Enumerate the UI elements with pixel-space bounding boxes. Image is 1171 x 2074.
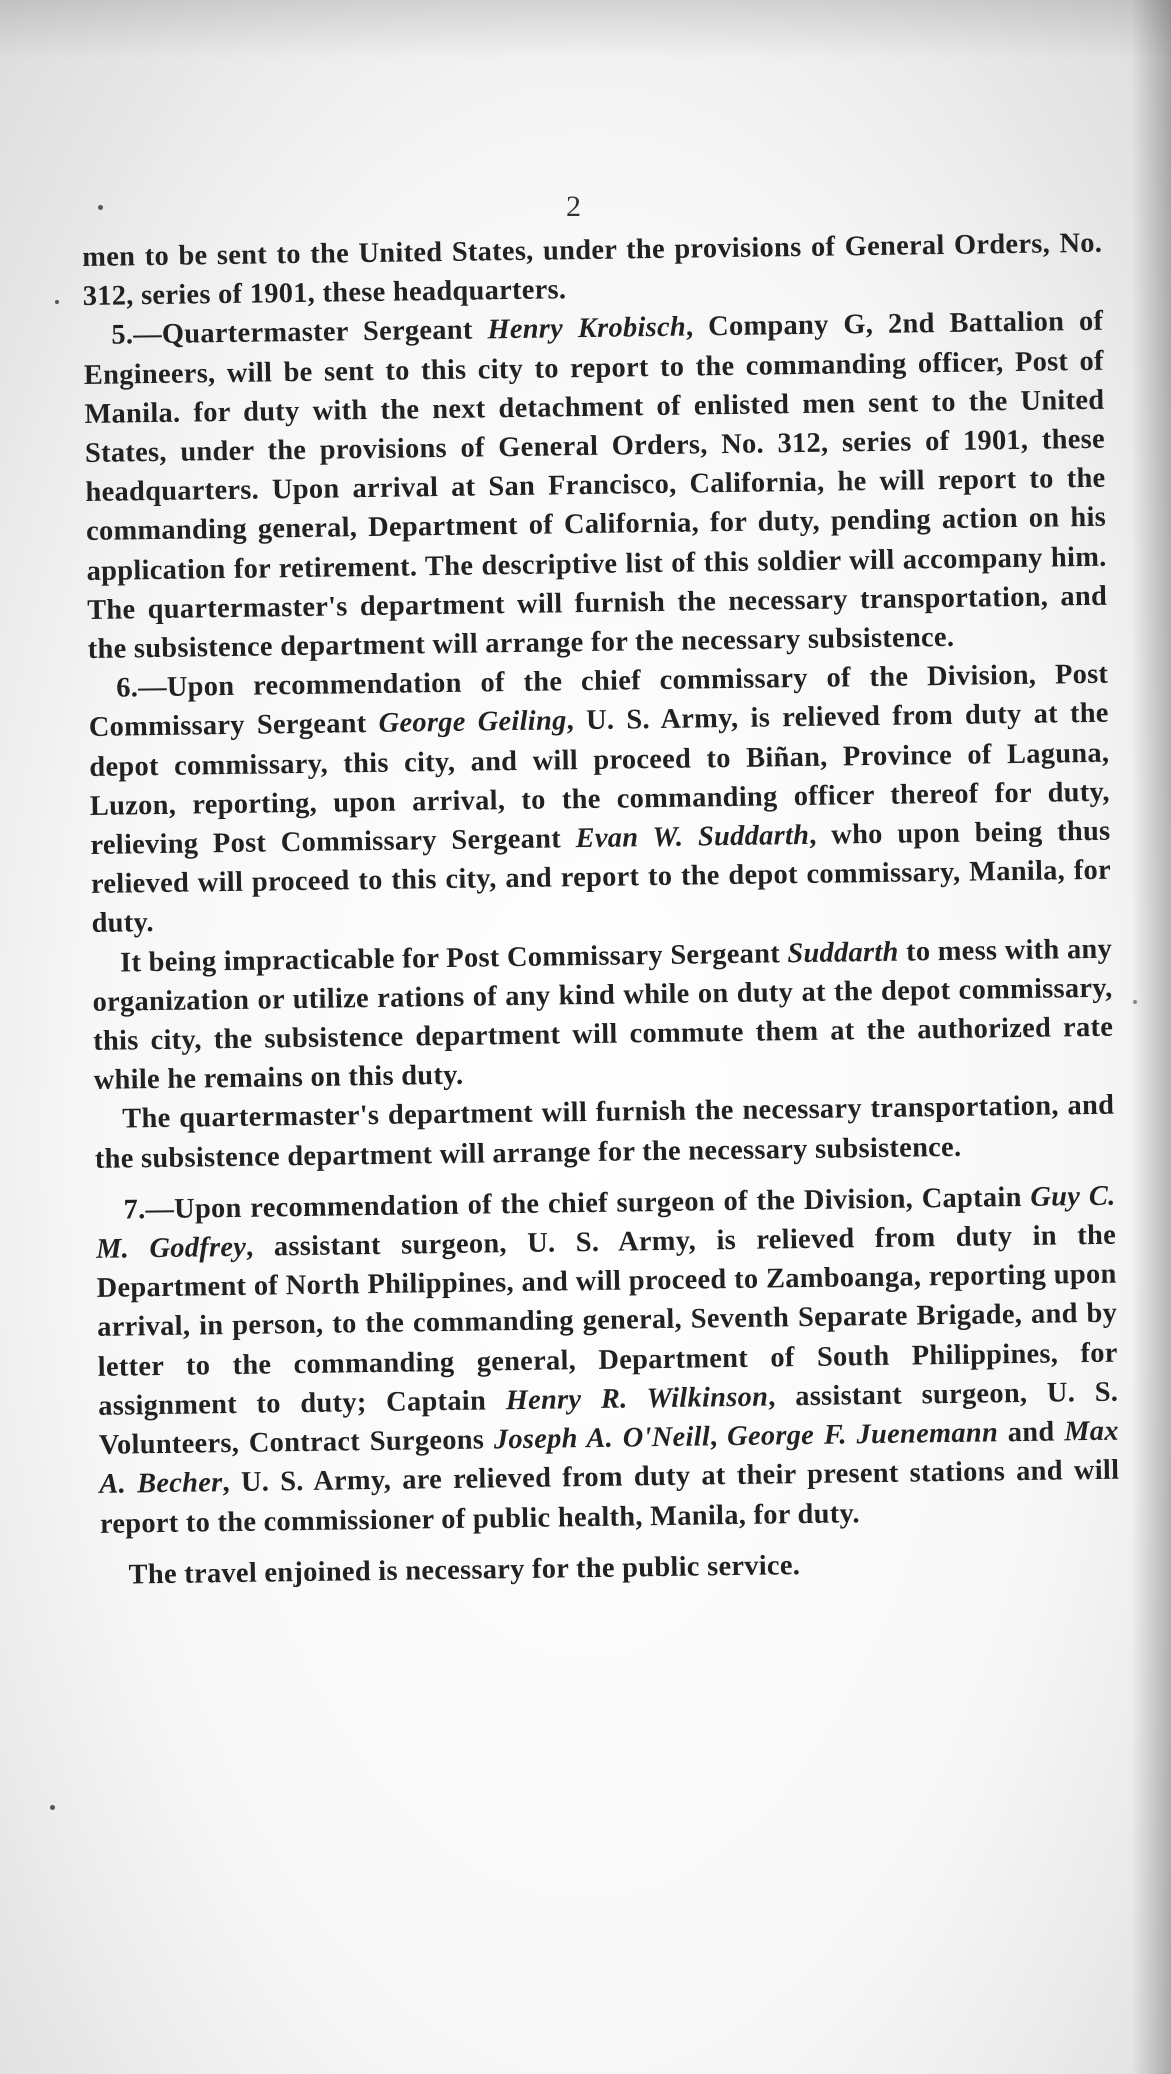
paragraph-item-6 <box>88 655 1112 944</box>
text-run: , U. S. Army, are relieved from duty at their present stations and will report to the commissioner of public health, Manila, for duty. <box>99 1454 1120 1540</box>
text-run: 6.—Upon recommendation of the chief commissary of the Division, Post Commissary Sergeant <box>88 658 1109 744</box>
text-run: It being impracticable for Post Commissary Sergeant <box>119 937 788 979</box>
text-run: , who upon being thus relieved will proceed to this city, and report to the depot commissary, Manila, for duty. <box>90 815 1112 940</box>
ink-speck <box>1133 1000 1137 1004</box>
document-body <box>82 224 1121 1595</box>
text-run: , <box>709 1421 728 1453</box>
text-run: men to be sent to the United States, under the provisions of General Orders, No. 312, series of 1901, these headquarters. <box>82 227 1103 313</box>
scan-top-shadow <box>0 0 1171 60</box>
person-name: Suddarth <box>787 936 899 969</box>
scan-edge-shadow <box>1131 0 1171 2074</box>
person-name: Max A. Becher <box>99 1415 1119 1501</box>
person-name: George F. Juenemann <box>726 1417 999 1453</box>
paragraph-continuation <box>82 224 1103 317</box>
paragraph-suddarth-rations <box>92 929 1114 1100</box>
person-name: Evan W. Suddarth <box>575 819 810 855</box>
person-name: Guy C. M. Godfrey <box>95 1180 1116 1265</box>
person-name: George Geiling <box>378 705 567 740</box>
page-number: 2 <box>566 190 581 223</box>
text-run: to mess with any organization or utilize rations of any kind while on duty at the depot commissary, this city, the subsistence department will commute them at the authorized rate while he remains on this duty. <box>92 933 1114 1097</box>
text-run: and <box>997 1416 1065 1449</box>
person-name: Henry Krobisch <box>487 311 687 346</box>
text-run: 7.—Upon recommendation of the chief surgeon of the Division, Captain <box>123 1181 1031 1226</box>
person-name: Joseph A. O'Neill <box>493 1421 711 1456</box>
paragraph-item-7 <box>95 1177 1120 1544</box>
text-run: , assistant surgeon, U. S. Army, is relieved from duty in the Department of North Philippines, and will proceed to Zamboanga, reporting upon arrival, in person, to the commanding general, Seventh Separate Brigade, and by letter to the commanding general, Department of South Philippines, for assignment to duty; Captain <box>96 1219 1118 1422</box>
ink-speck <box>55 300 59 304</box>
ink-speck <box>50 1805 55 1810</box>
person-name: Henry R. Wilkinson <box>505 1381 769 1417</box>
text-run: The quartermaster's department will furnish the necessary transportation, and the subsistence department will arrange for the necessary subsistence. <box>94 1090 1115 1175</box>
text-run: The travel enjoined is necessary for the public service. <box>128 1549 801 1591</box>
paragraph-transportation <box>94 1086 1115 1179</box>
text-run: , U. S. Army, is relieved from duty at the depot commissary, this city, and will proceed to Biñan, Province of Laguna, Luzon, reporting, upon arrival, to the commanding officer thereof for duty, relieving Post Commissary Sergeant <box>89 698 1111 861</box>
paragraph-item-5 <box>83 302 1108 669</box>
text-run: , assistant surgeon, U. S. Volunteers, Contract Surgeons <box>98 1376 1119 1461</box>
ink-speck <box>98 205 103 210</box>
text-run: 5.—Quartermaster Sergeant <box>111 314 488 352</box>
text-run: , Company G, 2nd Battalion of Engineers, will be sent to this city to report to the commanding officer, Post of Manila. for duty with the next detachment of enlisted men sent to the United States, under the provisions of General Orders, No. 312, series of 1901, these headquarters. Upon arrival at San Francisco, California, he will report to the commanding general, Department of California, for duty, pending action on his application for retirement. The descriptive list of this soldier will accompany him. The quartermaster's department will furnish the necessary transportation, and the subsistence department will arrange for the necessary subsistence. <box>83 306 1108 665</box>
